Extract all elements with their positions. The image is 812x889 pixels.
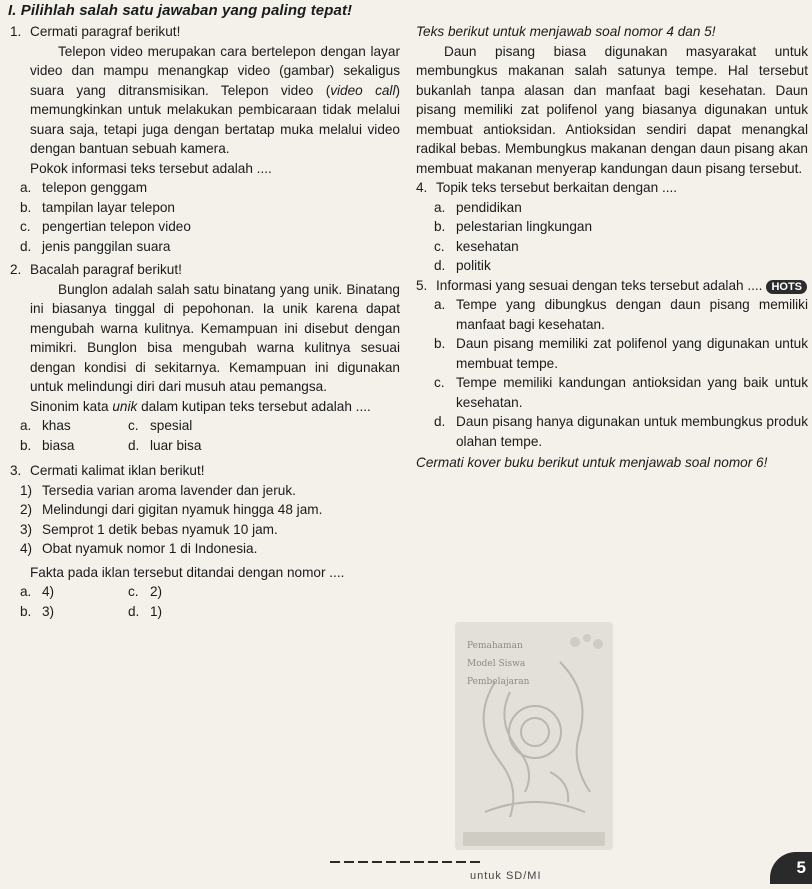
option-label: b. [20, 199, 32, 215]
option-label: c. [128, 418, 139, 433]
option-text: tampilan layar telepon [42, 199, 175, 215]
option-label: a. [20, 584, 32, 599]
option-text: Daun pisang hanya digunakan untuk membungkus produk olahan tempe. [456, 414, 808, 449]
option[interactable] [128, 602, 288, 622]
list-text: Semprot 1 detik bebas nyamuk 10 jam. [42, 521, 278, 537]
question-2 [10, 260, 400, 455]
option-text: Tempe memiliki kandungan antioksidan yang baik untuk kesehatan. [456, 375, 808, 410]
cover-title-line: Pembelajaran [467, 677, 530, 687]
question-intro: Cermati paragraf berikut! [30, 24, 181, 39]
option[interactable] [10, 178, 400, 198]
hots-badge: HOTS [766, 280, 807, 294]
option-text: jenis panggilan suara [42, 238, 171, 254]
list-number: 4) [20, 541, 33, 556]
option-label: d. [20, 238, 32, 254]
option[interactable] [416, 237, 808, 257]
section-title: I. Pilihlah salah satu jawaban yang paling tepat! [8, 2, 353, 19]
option[interactable] [20, 416, 128, 436]
list-item [10, 520, 400, 540]
option-text: spesial [150, 418, 193, 433]
option-text: biasa [42, 437, 75, 453]
question-1 [10, 22, 400, 256]
prompt-italic-word: unik [112, 398, 138, 414]
option-text: telepon genggam [42, 180, 148, 195]
option-text: pendidikan [456, 199, 522, 215]
list-item [10, 539, 400, 559]
option-label: a. [434, 297, 446, 312]
option[interactable] [10, 237, 400, 257]
list-item [10, 481, 400, 501]
option[interactable] [128, 436, 288, 456]
prompt-text: Sinonim kata [30, 398, 113, 414]
paragraph-text: ) memungkinkan untuk melakukan pembicaraan tidak melalui suara saja, tetapi juga dengan bertatap muka melalui video dengan bantuan sebuah kamera. [30, 82, 400, 156]
option[interactable] [20, 436, 128, 456]
list-number: 2) [20, 502, 33, 517]
option-text: politik [456, 258, 491, 273]
right-column [416, 22, 808, 473]
option-grid [10, 582, 400, 621]
option-label: d. [434, 258, 446, 273]
question-intro: Cermati kalimat iklan berikut! [30, 463, 205, 478]
paragraph-italic-term: video call [330, 82, 396, 98]
question-prompt: Fakta pada iklan tersebut ditandai dengan nomor .... [30, 564, 345, 580]
option[interactable] [416, 373, 808, 412]
option[interactable] [416, 256, 808, 276]
prompt-text: dalam kutipan teks tersebut adalah .... [137, 398, 371, 414]
passage-intro: Teks berikut untuk menjawab soal nomor 4 dan 5! [416, 24, 716, 39]
prompt-text: Informasi yang sesuai dengan teks tersebut adalah .... [436, 277, 763, 293]
list-text: Tersedia varian aroma lavender dan jeruk. [42, 482, 296, 498]
option-label: b. [434, 219, 446, 234]
option-text: luar bisa [150, 437, 202, 453]
question-intro: Bacalah paragraf berikut! [30, 262, 182, 277]
option[interactable] [10, 198, 400, 218]
question-4 [416, 178, 808, 276]
cover-title-line: Pemahaman [467, 641, 523, 651]
option-text: pelestarian lingkungan [456, 219, 593, 234]
question-number: 2. [10, 262, 22, 277]
option-text: kesehatan [456, 238, 519, 254]
list-text: Melindungi dari gigitan nyamuk hingga 48 jam. [42, 502, 323, 517]
page-number: 5 [770, 852, 812, 884]
option-label: d. [128, 603, 140, 619]
question-prompt: Pokok informasi teks tersebut adalah .... [30, 160, 272, 176]
question-prompt [436, 276, 807, 296]
option[interactable] [20, 582, 128, 602]
option-label: c. [434, 375, 445, 390]
list-number: 3) [20, 521, 33, 537]
question-prompt: Topik teks tersebut berkaitan dengan .... [436, 180, 678, 195]
option-text: khas [42, 418, 71, 433]
option-label: b. [20, 437, 32, 453]
option-label: a. [20, 418, 32, 433]
book-cover-illustration [455, 622, 613, 850]
option-text: 2) [150, 584, 163, 599]
option[interactable] [416, 334, 808, 373]
option-text: 1) [150, 603, 163, 619]
option[interactable] [128, 416, 288, 436]
question-paragraph [10, 42, 400, 159]
option-label: d. [434, 414, 446, 429]
passage-text: Daun pisang biasa digunakan masyarakat untuk membungkus makanan salah satunya tempe. Hal tersebut bukanlah tanpa alasan dan manfaat bagi kesehatan. Daun pisang memiliki zat polifenol yang biasanya digunakan untuk membuat antioksidan. Antioksidan sendiri dapat menangkal radikal bebas. Membungkus makanan dengan daun pisang akan membuat makanan menyerap kandungan daun pisang tersebut. [416, 43, 808, 176]
option[interactable] [416, 412, 808, 451]
question-number: 4. [416, 180, 428, 195]
list-number: 1) [20, 482, 33, 498]
question-number: 1. [10, 24, 22, 39]
option[interactable] [416, 198, 808, 218]
option[interactable] [10, 217, 400, 237]
option-label: d. [128, 437, 140, 453]
option-label: b. [20, 603, 32, 619]
question-number: 3. [10, 463, 22, 478]
cover-intro: Cermati kover buku berikut untuk menjawab soal nomor 6! [416, 455, 768, 470]
option[interactable] [20, 602, 128, 622]
option-label: c. [20, 219, 31, 234]
option-text: Tempe yang dibungkus dengan daun pisang memiliki manfaat bagi kesehatan. [456, 297, 808, 332]
option-grid [10, 416, 400, 455]
option-label: a. [434, 199, 446, 215]
option-label: b. [434, 336, 446, 351]
question-prompt [10, 397, 400, 417]
option[interactable] [416, 295, 808, 334]
option-text: 3) [42, 603, 55, 619]
question-number: 5. [416, 277, 428, 293]
question-paragraph: Bunglon adalah salah satu binatang yang unik. Binatang ini biasanya tinggal di pepohonan. Ia unik karena dapat mengubah warna kulitnya. Kemampuan ini disebut dengan mimikri. Bunglon bisa mengubah warna kulitnya sesuai dengan kondisi di sekitarnya. Kemampuan ini digunakan untuk melindungi diri dari musuh atau pemangsa. [30, 281, 400, 394]
option-text: Daun pisang memiliki zat polifenol yang digunakan untuk membuat tempe. [456, 336, 808, 371]
option-text: 4) [42, 584, 55, 599]
paragraph-text: Telepon video merupakan cara bertelepon dengan layar video dan mampu menangkap video (gambar) sekaligus suara yang ditransmisikan. Telepon video ( [30, 43, 400, 98]
left-column [10, 22, 400, 621]
option-text: pengertian telepon video [42, 219, 191, 234]
list-item [10, 500, 400, 520]
option[interactable] [416, 217, 808, 237]
cover-title-line: Model Siswa [467, 659, 526, 669]
option-label: c. [128, 584, 139, 599]
option-label: c. [434, 238, 445, 254]
question-5 [416, 276, 808, 452]
question-3 [10, 461, 400, 621]
book-cover-image [455, 622, 613, 850]
option[interactable] [128, 582, 288, 602]
option-label: a. [20, 180, 32, 195]
footer-text: untuk SD/MI [470, 870, 542, 882]
list-text: Obat nyamuk nomor 1 di Indonesia. [42, 541, 258, 556]
